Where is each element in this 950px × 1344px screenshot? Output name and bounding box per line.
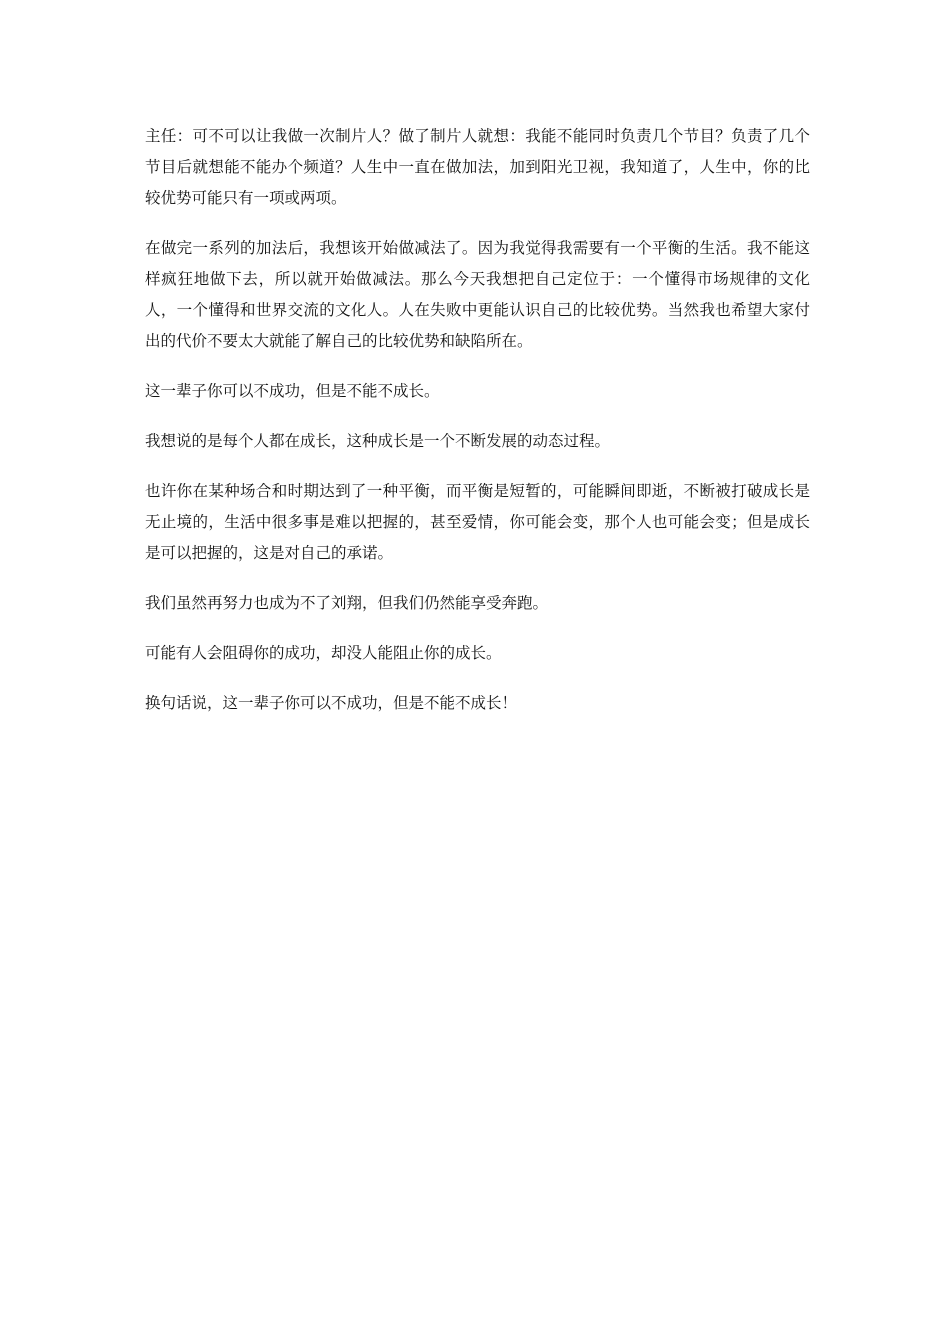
- paragraph-6: 我们虽然再努力也成为不了刘翔，但我们仍然能享受奔跑。: [145, 594, 549, 612]
- paragraph-8: 换句话说，这一辈子你可以不成功，但是不能不成长！: [145, 694, 518, 712]
- paragraph-2: 在做完一系列的加法后，我想该开始做减法了。因为我觉得我需要有一个平衡的生活。我不能这样疯狂地做下去，所以就开始做减法。那么今天我想把自己定位于：一个懂得市场规律的文化人，一个懂得和世界交流的文化人。人在失败中更能认识自己的比较优势。当然我也希望大家付出的代价不要太大就能了解自己的比较优势和缺陷所在。: [145, 239, 810, 350]
- paragraph-3: 这一辈子你可以不成功，但是不能不成长。: [145, 382, 440, 400]
- paragraph-7: 可能有人会阻碍你的成功，却没人能阻止你的成长。: [145, 644, 502, 662]
- paragraph-1: 主任：可不可以让我做一次制片人？做了制片人就想：我能不能同时负责几个节目？负责了几个节目后就想能不能办个频道？人生中一直在做加法，加到阳光卫视，我知道了，人生中，你的比较优势可能只有一项或两项。: [145, 127, 810, 207]
- paragraph-4: 我想说的是每个人都在成长，这种成长是一个不断发展的动态过程。: [145, 432, 611, 450]
- paragraph-5: 也许你在某种场合和时期达到了一种平衡，而平衡是短暂的，可能瞬间即逝，不断被打破成长是无止境的，生活中很多事是难以把握的，甚至爱情，你可能会变，那个人也可能会变；但是成长是可以把握的，这是对自己的承诺。: [145, 482, 810, 562]
- document-body: [145, 121, 810, 738]
